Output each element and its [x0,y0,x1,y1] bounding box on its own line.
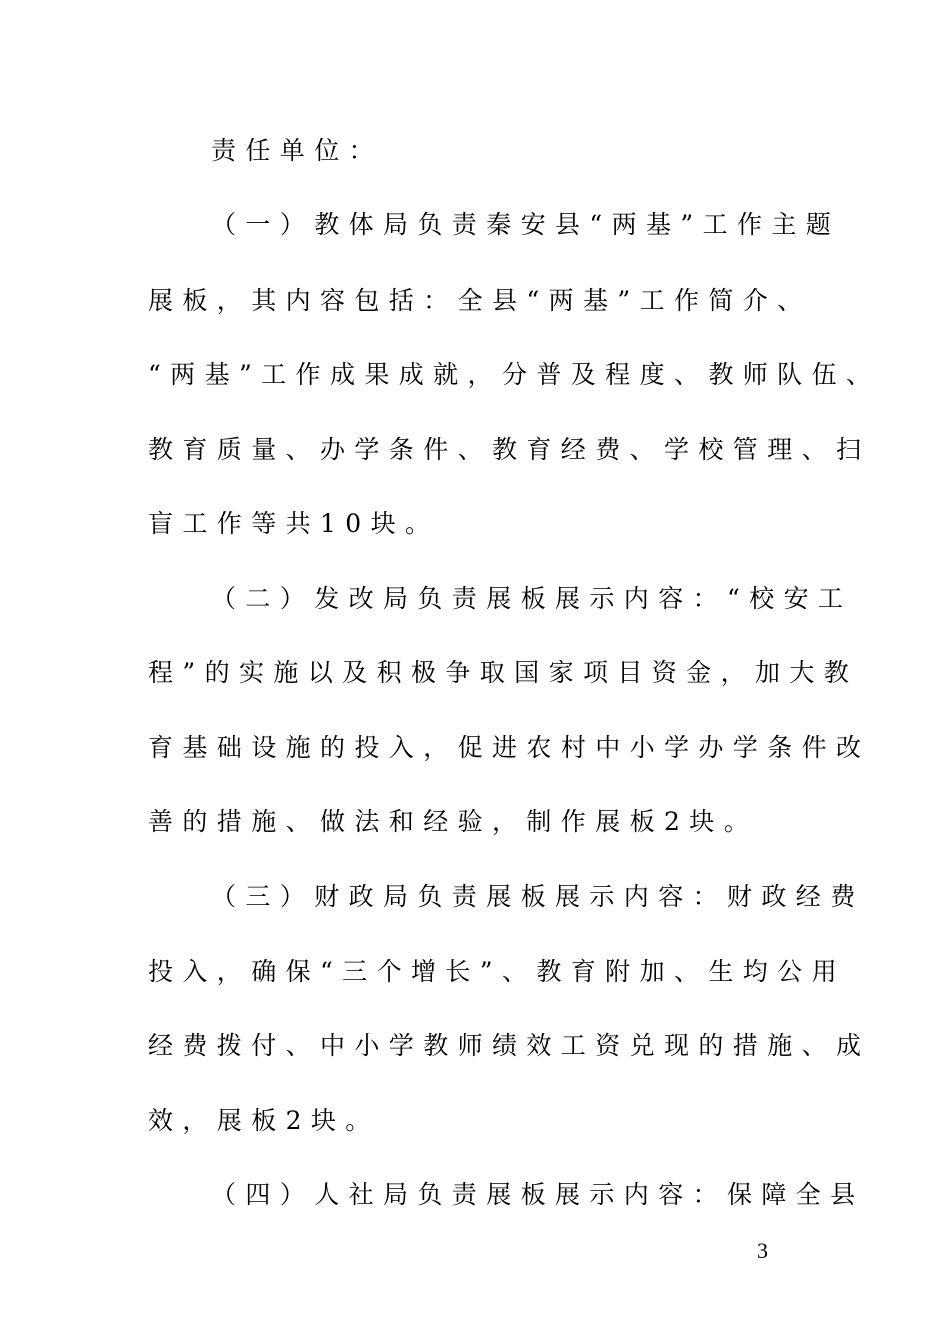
paragraph-1-line-4: 教育质量、办学条件、教育经费、学校管理、扫 [148,435,871,464]
paragraph-3-line-3: 经费拨付、中小学教师绩效工资兑现的措施、成 [148,1031,871,1060]
paragraph-1-line-1: （一）教体局负责秦安县“两基”工作主题 [211,210,841,239]
paragraph-3-line-2: 投入，确保“三个增长”、教育附加、生均公用 [148,957,846,986]
paragraph-2-line-3: 育基础设施的投入，促进农村中小学办学条件改 [148,733,871,762]
paragraph-1-line-3: “两基”工作成果成就，分普及程度、教师队伍、 [148,360,881,389]
paragraph-4-line-1: （四）人社局负责展板展示内容：保障全县 [211,1180,865,1209]
page-number: 3 [757,1238,768,1263]
paragraph-1-line-5: 盲工作等共10块。 [148,509,440,538]
paragraph-2-line-2: 程”的实施以及积极争取国家项目资金，加大教 [148,658,859,687]
paragraph-2-line-1: （二）发改局负责展板展示内容：“校安工 [211,584,853,613]
paragraph-3-line-4: 效，展板2块。 [148,1106,380,1135]
paragraph-2-line-4: 善的措施、做法和经验，制作展板2块。 [148,807,759,836]
section-label-responsible-units: 责任单位： [211,136,384,165]
paragraph-3-line-1: （三）财政局负责展板展示内容：财政经费 [211,882,865,911]
paragraph-1-line-2: 展板，其内容包括：全县“两基”工作简介、 [148,286,812,315]
